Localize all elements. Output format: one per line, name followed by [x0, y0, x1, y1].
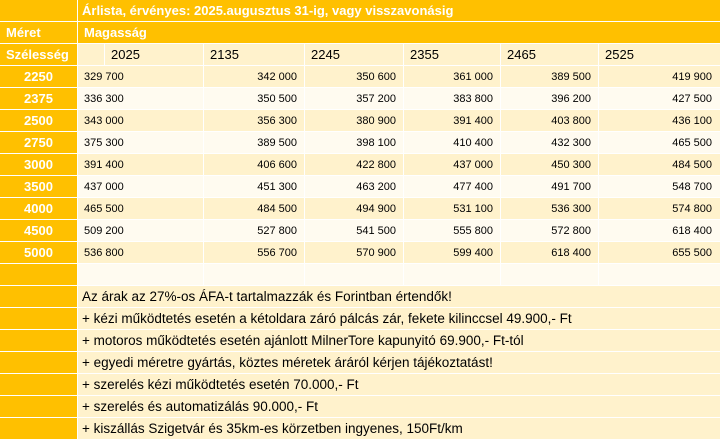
price-cell[interactable]: 574 800: [599, 198, 721, 220]
price-cell[interactable]: 383 800: [404, 88, 501, 110]
price-cell[interactable]: 536 300: [501, 198, 599, 220]
price-cell[interactable]: 618 400: [501, 242, 599, 264]
price-cell[interactable]: 451 300: [204, 176, 305, 198]
price-cell[interactable]: 477 400: [404, 176, 501, 198]
price-cell[interactable]: 410 400: [404, 132, 501, 154]
price-cell[interactable]: 419 900: [599, 66, 721, 88]
price-cell[interactable]: 555 800: [404, 220, 501, 242]
note-side-cell[interactable]: [0, 286, 78, 308]
price-cell[interactable]: 527 800: [204, 220, 305, 242]
note-side-cell[interactable]: [0, 374, 78, 396]
price-cell[interactable]: 375 300: [78, 132, 204, 154]
empty-cell[interactable]: [204, 264, 305, 286]
price-cell[interactable]: 342 000: [204, 66, 305, 88]
height-value: 2245: [305, 44, 404, 66]
empty-cell[interactable]: [78, 264, 204, 286]
note-side-cell[interactable]: [0, 330, 78, 352]
price-cell[interactable]: 336 300: [78, 88, 204, 110]
note-side-cell[interactable]: [0, 396, 78, 418]
note-line: + szerelés és automatizálás 90.000,- Ft: [78, 396, 721, 418]
height-value: 2135: [204, 44, 305, 66]
price-cell[interactable]: 484 500: [204, 198, 305, 220]
price-cell[interactable]: 570 900: [305, 242, 404, 264]
price-cell[interactable]: 343 000: [78, 110, 204, 132]
height-value: 2025: [105, 44, 204, 66]
price-cell[interactable]: 406 600: [204, 154, 305, 176]
price-cell[interactable]: 465 500: [599, 132, 721, 154]
empty-cell[interactable]: [501, 264, 599, 286]
note-line: + motoros működtetés esetén ajánlott MilnerTore kapunyitó 69.900,- Ft-tól: [78, 330, 721, 352]
price-cell[interactable]: 391 400: [404, 110, 501, 132]
price-cell[interactable]: 450 300: [501, 154, 599, 176]
price-cell[interactable]: 436 100: [599, 110, 721, 132]
empty-cell[interactable]: [305, 264, 404, 286]
note-line: + kézi működtetés esetén a kétoldara záró pálcás zár, fekete kilinccsel 49.900,- Ft: [78, 308, 721, 330]
width-header: Szélesség: [0, 44, 78, 66]
height-value: 2525: [599, 44, 721, 66]
price-cell[interactable]: 389 500: [204, 132, 305, 154]
price-cell[interactable]: 380 900: [305, 110, 404, 132]
price-cell[interactable]: 494 900: [305, 198, 404, 220]
price-cell[interactable]: 403 800: [501, 110, 599, 132]
height-header: Magasság: [78, 22, 721, 44]
price-cell[interactable]: 484 500: [599, 154, 721, 176]
note-line: + kiszállás Szigetvár és 35km-es körzetben ingyenes, 150Ft/km: [78, 418, 721, 440]
price-cell[interactable]: 465 500: [78, 198, 204, 220]
width-value: 2250: [0, 66, 78, 88]
price-cell[interactable]: 329 700: [78, 66, 204, 88]
width-value: 2750: [0, 132, 78, 154]
width-value: 4000: [0, 198, 78, 220]
price-cell[interactable]: 350 600: [305, 66, 404, 88]
price-cell[interactable]: 463 200: [305, 176, 404, 198]
price-cell[interactable]: 357 200: [305, 88, 404, 110]
price-cell[interactable]: 655 500: [599, 242, 721, 264]
price-cell[interactable]: 509 200: [78, 220, 204, 242]
note-side-cell[interactable]: [0, 308, 78, 330]
price-cell[interactable]: 427 500: [599, 88, 721, 110]
note-line: Az árak az 27%-os ÁFA-t tartalmazzák és Forintban értendők!: [78, 286, 721, 308]
width-value: 5000: [0, 242, 78, 264]
price-cell[interactable]: 437 000: [404, 154, 501, 176]
height-value: 2465: [501, 44, 599, 66]
price-cell[interactable]: 556 700: [204, 242, 305, 264]
price-cell[interactable]: 389 500: [501, 66, 599, 88]
note-line: + szerelés kézi működtetés esetén 70.000,- Ft: [78, 374, 721, 396]
price-cell[interactable]: 437 000: [78, 176, 204, 198]
size-header: Méret: [0, 22, 78, 44]
width-value: 4500: [0, 220, 78, 242]
price-cell[interactable]: 422 800: [305, 154, 404, 176]
price-cell[interactable]: 536 800: [78, 242, 204, 264]
price-cell[interactable]: 548 700: [599, 176, 721, 198]
price-cell[interactable]: 356 300: [204, 110, 305, 132]
price-cell[interactable]: 391 400: [78, 154, 204, 176]
empty-width-cell[interactable]: [0, 264, 78, 286]
width-value: 2375: [0, 88, 78, 110]
note-line: + egyedi méretre gyártás, köztes méretek áráról kérjen tájékoztatást!: [78, 352, 721, 374]
width-value: 3000: [0, 154, 78, 176]
price-cell[interactable]: 541 500: [305, 220, 404, 242]
price-cell[interactable]: 491 700: [501, 176, 599, 198]
width-value: 3500: [0, 176, 78, 198]
width-value: 2500: [0, 110, 78, 132]
price-cell[interactable]: 432 300: [501, 132, 599, 154]
note-side-cell[interactable]: [0, 418, 78, 440]
price-cell[interactable]: 599 400: [404, 242, 501, 264]
price-cell[interactable]: 398 100: [305, 132, 404, 154]
price-cell[interactable]: 531 100: [404, 198, 501, 220]
height-value: 2355: [404, 44, 501, 66]
price-cell[interactable]: 572 800: [501, 220, 599, 242]
price-cell[interactable]: 350 500: [204, 88, 305, 110]
price-cell[interactable]: 361 000: [404, 66, 501, 88]
page-title: Árlista, érvényes: 2025.augusztus 31-ig, vagy visszavonásig: [78, 0, 721, 22]
corner-cell[interactable]: [0, 0, 78, 22]
note-side-cell[interactable]: [0, 352, 78, 374]
empty-cell[interactable]: [599, 264, 721, 286]
price-cell[interactable]: 618 400: [599, 220, 721, 242]
empty-cell[interactable]: [404, 264, 501, 286]
empty-cell[interactable]: [78, 44, 105, 66]
price-cell[interactable]: 396 200: [501, 88, 599, 110]
